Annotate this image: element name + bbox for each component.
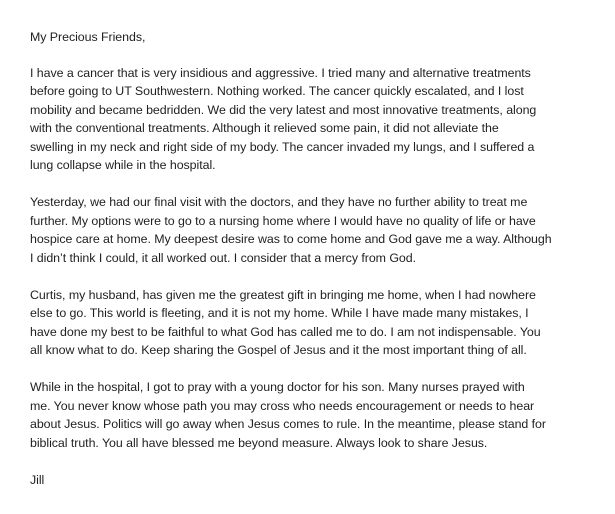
letter-paragraph-3 [30, 286, 591, 360]
letter-paragraph-1 [30, 64, 591, 175]
paragraph-line: While in the hospital, I got to pray with a young doctor for his son. Many nurses prayed with [30, 380, 525, 394]
paragraph-line: have done my best to be faithful to what God has called me to do. I am not indispensable. You [30, 324, 541, 339]
letter-greeting: My Precious Friends, [30, 30, 146, 44]
paragraph-line: mobility and became bedridden. We did the very latest and most innovative treatments, along [30, 102, 537, 117]
letter-signature: Jill [30, 472, 45, 487]
paragraph-line: me. You never know whose path you may cross who needs encouragement or needs to hear [30, 398, 535, 413]
paragraph-line: else to go. This world is fleeting, and it is not my home. While I have made many mistakes, I [30, 306, 529, 320]
paragraph-line: lung collapse while in the hospital. [30, 158, 216, 172]
paragraph-line: I have a cancer that is very insidious and aggressive. I tried many and alternative treatments [30, 65, 531, 80]
paragraph-line: I didn’t think I could, it all worked out. I consider that a mercy from God. [30, 250, 416, 265]
paragraph-line: Curtis, my husband, has given me the greatest gift in bringing me home, when I had nowhere [30, 287, 536, 302]
paragraph-line: about Jesus. Politics will go away when Jesus comes to rule. In the meantime, please stand for [30, 417, 546, 431]
letter-paragraph-4 [30, 378, 591, 452]
paragraph-line: all know what to do. Keep sharing the Gospel of Jesus and it the most important thing of all. [30, 343, 527, 357]
paragraph-line: hospice care at home. My deepest desire was to come home and God gave me a way. Although [30, 232, 552, 246]
letter-paragraph-2 [30, 193, 591, 267]
paragraph-line: Yesterday, we had our final visit with the doctors, and they have no further ability to treat me [30, 195, 528, 209]
paragraph-line: further. My options were to go to a nursing home where I would have no quality of life or have [30, 213, 536, 228]
paragraph-line: with the conventional treatments. Although it relieved some pain, it did not alleviate the [30, 121, 499, 135]
paragraph-line: biblical truth. You all have blessed me beyond measure. Always look to share Jesus. [30, 435, 488, 450]
paragraph-line: before going to UT Southwestern. Nothing worked. The cancer quickly escalated, and I lost [30, 84, 524, 98]
paragraph-line: swelling in my neck and right side of my body. The cancer invaded my lungs, and I suffered a [30, 139, 535, 154]
